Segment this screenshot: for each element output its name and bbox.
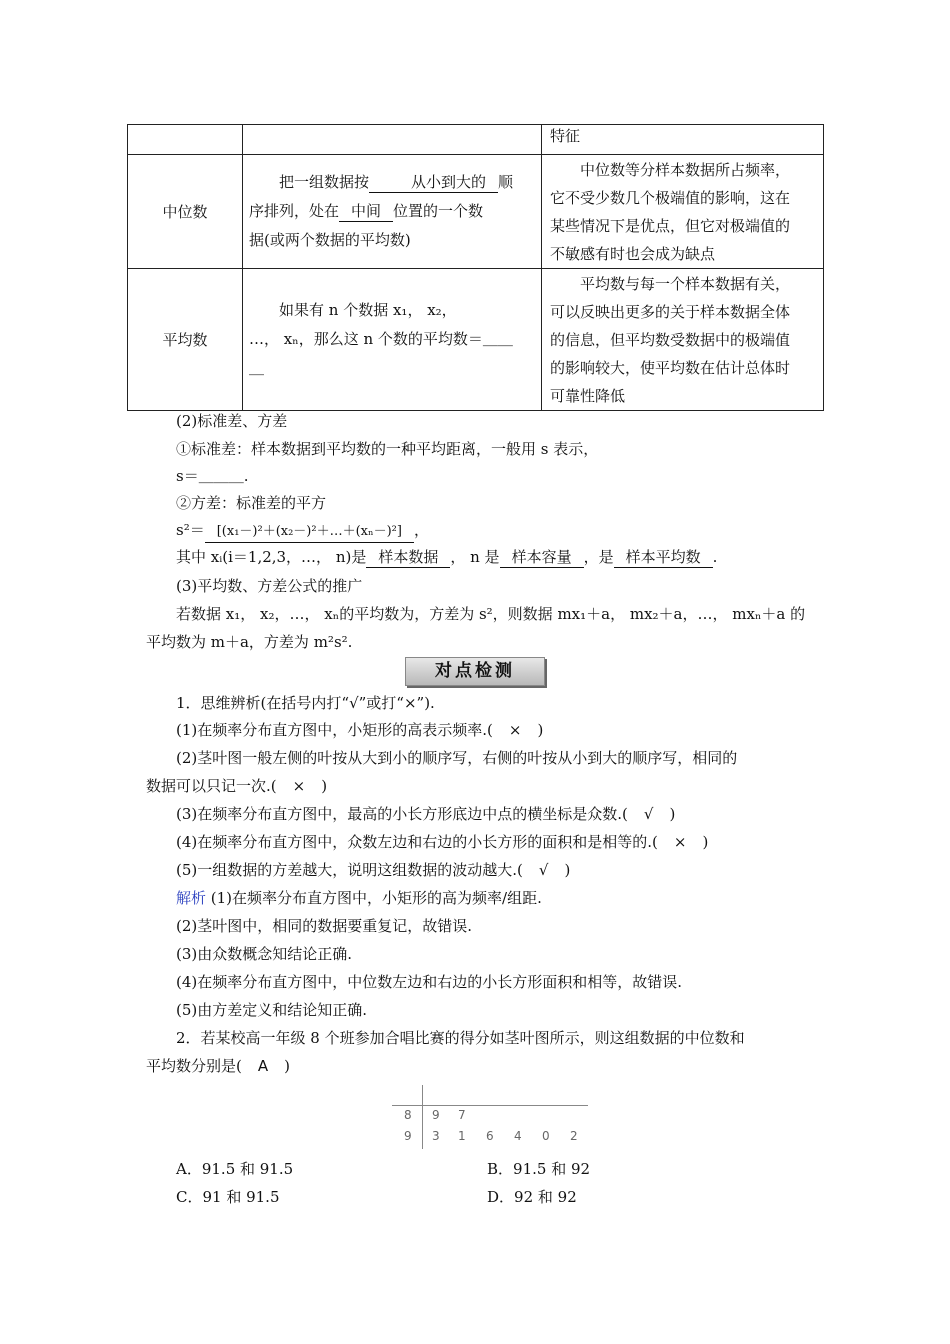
item-answer: × bbox=[673, 833, 687, 851]
variance-definition: ②方差：标准差的平方 bbox=[176, 494, 327, 512]
feature-line: 平均数与每一个样本数据有关， bbox=[580, 274, 791, 293]
item-answer: × bbox=[508, 721, 522, 739]
analysis-line-2: (2)茎叶图中，相同的数据要重复记，故错误. bbox=[176, 917, 473, 935]
blank-answer: 从小到大的 bbox=[369, 172, 498, 193]
q2-line1: 2．若某校高一年级 8 个班参加合唱比赛的得分如茎叶图所示，则这组数据的中位数和 bbox=[176, 1029, 745, 1047]
item-answer: √ bbox=[643, 805, 654, 823]
row-feature-median bbox=[542, 155, 824, 269]
std-definition: ①标准差：样本数据到平均数的一种平均距离，一般用 s 表示， bbox=[176, 440, 599, 458]
leaf: 2 bbox=[570, 1129, 578, 1143]
option-c: C．91 和 91.5 bbox=[176, 1188, 280, 1206]
item-text: ) bbox=[321, 777, 328, 795]
item-text: ) bbox=[537, 721, 544, 739]
q1-item-3 bbox=[176, 804, 856, 824]
item-text: 数据可以只记一次.( bbox=[146, 777, 277, 795]
stem-9: 9 bbox=[404, 1129, 412, 1143]
analysis-line-4: (4)在频率分布直方图中，中位数左边和右边的小长方形面积和相等，故错误. bbox=[176, 973, 683, 991]
leaf: 1 bbox=[458, 1129, 466, 1143]
row-name-mean: 平均数 bbox=[128, 269, 243, 411]
q1-item-2-line1: (2)茎叶图一般左侧的叶按从大到小的顺序写，右侧的叶按从小到大的顺序写，相同的 bbox=[176, 749, 738, 767]
header-empty-2 bbox=[243, 125, 542, 155]
feature-line: 某些情况下是优点，但它对极端值的 bbox=[550, 216, 791, 235]
feature-line: 可靠性降低 bbox=[550, 386, 626, 405]
q2-answer: A bbox=[257, 1057, 269, 1075]
blank-answer: 样本数据 bbox=[366, 547, 450, 568]
item-text: (5)一组数据的方差越大，说明这组数据的波动越大.( bbox=[176, 861, 523, 879]
stem-vertical-line bbox=[422, 1085, 423, 1149]
q1-item-1 bbox=[176, 720, 856, 740]
feature-line: 中位数等分样本数据所占频率， bbox=[580, 160, 791, 179]
header-empty-1 bbox=[128, 125, 243, 155]
feature-line: 不敏感有时也会成为缺点 bbox=[550, 244, 716, 263]
blank-answer: 样本平均数 bbox=[614, 547, 713, 568]
row-def-median bbox=[243, 155, 542, 269]
section-banner: 对点检测 bbox=[405, 657, 545, 686]
where-text: 其中 xᵢ(i＝1,2,3，…， n)是 bbox=[176, 548, 367, 566]
item-answer: √ bbox=[538, 861, 549, 879]
q2-text: 平均数分别是( bbox=[146, 1057, 242, 1075]
row-name-median: 中位数 bbox=[128, 155, 243, 269]
q1-item-2-line2 bbox=[146, 776, 826, 796]
blank-answer: 中间 bbox=[339, 201, 393, 222]
feature-line: 的影响较大，使平均数在估计总体时 bbox=[550, 358, 791, 377]
leaf: 0 bbox=[542, 1129, 550, 1143]
def-text: 把一组数据按 bbox=[279, 173, 370, 191]
table-header-row bbox=[128, 125, 824, 155]
stem-horizontal-line bbox=[392, 1105, 588, 1106]
def-text: 如果有 n 个数据 x₁， x₂， bbox=[279, 301, 457, 319]
std-formula: s＝＿＿＿. bbox=[176, 467, 249, 485]
q1-item-5 bbox=[176, 860, 856, 880]
def-text: 序排列，处在 bbox=[249, 202, 340, 220]
where-text: . bbox=[712, 548, 718, 566]
where-text: ，是 bbox=[583, 548, 614, 566]
leaf: 9 bbox=[432, 1108, 440, 1122]
stem-leaf-plot bbox=[392, 1085, 592, 1151]
formula-text: ， bbox=[413, 521, 429, 539]
analysis-line-1 bbox=[176, 888, 856, 908]
header-feature: 特征 bbox=[542, 125, 824, 155]
leaf: 4 bbox=[514, 1129, 522, 1143]
q2-text: ) bbox=[284, 1057, 290, 1075]
item-text: (4)在频率分布直方图中，众数左边和右边的小长方形的面积和是相等的.( bbox=[176, 833, 658, 851]
feature-line: 它不受少数几个极端值的影响，这在 bbox=[550, 188, 791, 207]
row-feature-mean bbox=[542, 269, 824, 411]
where-text: ， n 是 bbox=[450, 548, 500, 566]
table-row-mean bbox=[128, 269, 824, 411]
analysis-line-5: (5)由方差定义和结论知正确. bbox=[176, 1001, 368, 1019]
table-row-median bbox=[128, 155, 824, 269]
section3-title: (3)平均数、方差公式的推广 bbox=[176, 577, 363, 595]
option-b: B．91.5 和 92 bbox=[487, 1160, 591, 1178]
feature-line: 可以反映出更多的关于样本数据全体 bbox=[550, 302, 791, 321]
q1-item-4 bbox=[176, 832, 856, 852]
option-a: A．91.5 和 91.5 bbox=[176, 1160, 294, 1178]
leaf: 6 bbox=[486, 1129, 494, 1143]
item-text: ) bbox=[669, 805, 676, 823]
section3-line1: 若数据 x₁， x₂，…， xₙ的平均数为，方差为 s²，则数据 mx₁＋a， mx₂＋a，…， mxₙ＋a 的 bbox=[176, 605, 806, 623]
statistics-table bbox=[127, 124, 824, 411]
q1-title: 1．思维辨析(在括号内打“√”或打“×”). bbox=[176, 694, 435, 712]
blank-answer: 样本容量 bbox=[500, 547, 584, 568]
variance-formula bbox=[176, 520, 856, 543]
blank-answer: [(x₁－)²＋(x₂－)²＋…＋(xₙ－)²] bbox=[205, 522, 414, 543]
analysis-label: 解析 bbox=[176, 889, 207, 907]
item-text: (1)在频率分布直方图中，小矩形的高表示频率.( bbox=[176, 721, 493, 739]
def-text: …， xₙ，那么这 n 个数的平均数＝＿＿ bbox=[249, 330, 513, 348]
item-text: ) bbox=[564, 861, 571, 879]
def-text: 顺 bbox=[498, 173, 514, 191]
def-text: ＿ bbox=[249, 359, 265, 377]
formula-text: s²＝ bbox=[176, 521, 205, 539]
analysis-line-3: (3)由众数概念知结论正确. bbox=[176, 945, 353, 963]
item-text: (3)在频率分布直方图中，最高的小长方形底边中点的横坐标是众数.( bbox=[176, 805, 628, 823]
feature-line: 的信息，但平均数受数据中的极端值 bbox=[550, 330, 791, 349]
leaf: 7 bbox=[458, 1108, 466, 1122]
stem-8: 8 bbox=[404, 1108, 412, 1122]
def-text: 据(或两个数据的平均数) bbox=[249, 231, 411, 249]
option-d: D．92 和 92 bbox=[487, 1188, 577, 1206]
leaf: 3 bbox=[432, 1129, 440, 1143]
item-answer: × bbox=[292, 777, 306, 795]
section2-title: (2)标准差、方差 bbox=[176, 412, 288, 430]
row-def-mean bbox=[243, 269, 542, 411]
analysis-text: (1)在频率分布直方图中，小矩形的高为频率/组距. bbox=[206, 889, 542, 907]
item-text: ) bbox=[702, 833, 709, 851]
section3-line2: 平均数为 m＋a，方差为 m²s². bbox=[146, 633, 353, 651]
def-text: 位置的一个数 bbox=[393, 202, 484, 220]
where-line bbox=[176, 547, 856, 568]
q2-line2 bbox=[146, 1056, 826, 1076]
